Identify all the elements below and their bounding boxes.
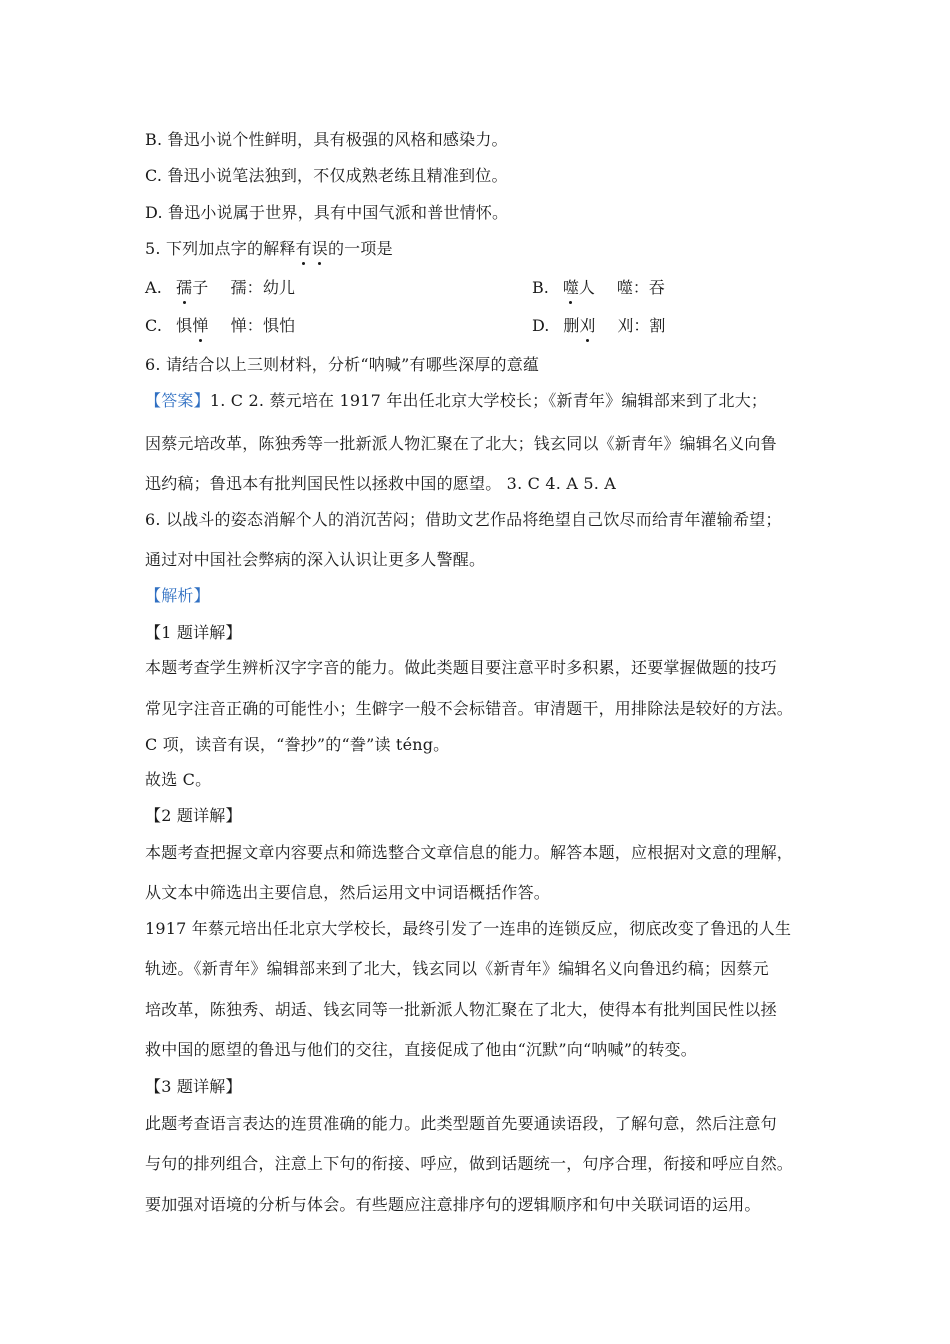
dotted-char: 孺 bbox=[176, 275, 192, 298]
answer-line-4: 6. 以战斗的姿态消解个人的消沉苦闷；借助文艺作品将绝望自己饮尽而给青年灌输希望； bbox=[145, 510, 782, 529]
dotted-char: 惮 bbox=[192, 313, 208, 336]
section-heading-3: 【3 题详解】 bbox=[145, 1077, 242, 1096]
q5-stem: 5. 下列加点字的解释有误的一项是 bbox=[145, 236, 393, 259]
paragraph-line: 轨迹。《新青年》编辑部来到了北大，钱玄同以《新青年》编辑名义向鲁迅约稿；因蔡元 bbox=[145, 959, 769, 978]
paragraph-line: 培改革，陈独秀、胡适、钱玄同等一批新派人物汇聚在了北大，使得本有批判国民性以拯 bbox=[145, 1000, 777, 1019]
analysis-tag: 【解析】 bbox=[145, 586, 210, 605]
q4-option-b: B. 鲁迅小说个性鲜明，具有极强的风格和感染力。 bbox=[145, 130, 508, 149]
q5-option-a: A. 孺子 孺：幼儿 bbox=[145, 275, 295, 298]
paragraph-line: 常见字注音正确的可能性小；生僻字一般不会标错音。审清题干，用排除法是较好的方法。 bbox=[145, 699, 794, 718]
paragraph-line: 本题考查把握文章内容要点和筛选整合文章信息的能力。解答本题，应根据对文意的理解， bbox=[145, 843, 794, 862]
answer-line-2: 因蔡元培改革，陈独秀等一批新派人物汇聚在了北大；钱玄同以《新青年》编辑名义向鲁 bbox=[145, 434, 777, 453]
q5-option-b: B. 噬人 噬：吞 bbox=[532, 275, 665, 298]
paragraph-line: 本题考查学生辨析汉字字音的能力。做此类题目要注意平时多积累，还要掌握做题的技巧 bbox=[145, 658, 777, 677]
answer-line-3: 迅约稿；鲁迅本有批判国民性以拯救中国的愿望。 3. C 4. A 5. A bbox=[145, 474, 617, 493]
paragraph-line: 从文本中筛选出主要信息，然后运用文中词语概括作答。 bbox=[145, 883, 551, 902]
q5-option-c: C. 惧惮 惮：惧怕 bbox=[145, 313, 295, 336]
dotted-char: 误 bbox=[312, 236, 328, 259]
q4-option-d: D. 鲁迅小说属于世界，具有中国气派和普世情怀。 bbox=[145, 203, 509, 222]
paragraph-line: 此题考查语言表达的连贯准确的能力。此类型题首先要通读语段，了解句意，然后注意句 bbox=[145, 1114, 777, 1133]
section-heading-1: 【1 题详解】 bbox=[145, 623, 242, 642]
paragraph-line: 1917 年蔡元培出任北京大学校长，最终引发了一连串的连锁反应，彻底改变了鲁迅的人生 bbox=[145, 919, 792, 938]
answer-line-5: 通过对中国社会弊病的深入认识让更多人警醒。 bbox=[145, 550, 486, 569]
paragraph-line: C 项，读音有误，“誊抄”的“誊”读 téng。 bbox=[145, 735, 450, 754]
paragraph-line: 要加强对语境的分析与体会。有些题应注意排序句的逻辑顺序和句中关联词语的运用。 bbox=[145, 1195, 761, 1214]
section-heading-2: 【2 题详解】 bbox=[145, 806, 242, 825]
dotted-char: 噬 bbox=[563, 275, 579, 298]
paragraph-line: 故选 C。 bbox=[145, 770, 212, 789]
answer-line-1: 【答案】1. C 2. 蔡元培在 1917 年出任北京大学校长；《新青年》编辑部来到了北大； bbox=[145, 391, 768, 410]
q6-stem: 6. 请结合以上三则材料，分析“呐喊”有哪些深厚的意蕴 bbox=[145, 355, 540, 374]
paragraph-line: 救中国的愿望的鲁迅与他们的交往，直接促成了他由“沉默”向“呐喊”的转变。 bbox=[145, 1040, 697, 1059]
answer-tag: 【答案】 bbox=[145, 391, 210, 410]
q4-option-c: C. 鲁迅小说笔法独到，不仅成熟老练且精准到位。 bbox=[145, 166, 508, 185]
dotted-char: 刈 bbox=[579, 313, 595, 336]
paragraph-line: 与句的排列组合，注意上下句的衔接、呼应，做到话题统一，句序合理，衔接和呼应自然。 bbox=[145, 1154, 794, 1173]
q5-option-d: D. 删刈 刈：割 bbox=[532, 313, 665, 336]
dotted-char: 有 bbox=[296, 236, 312, 259]
